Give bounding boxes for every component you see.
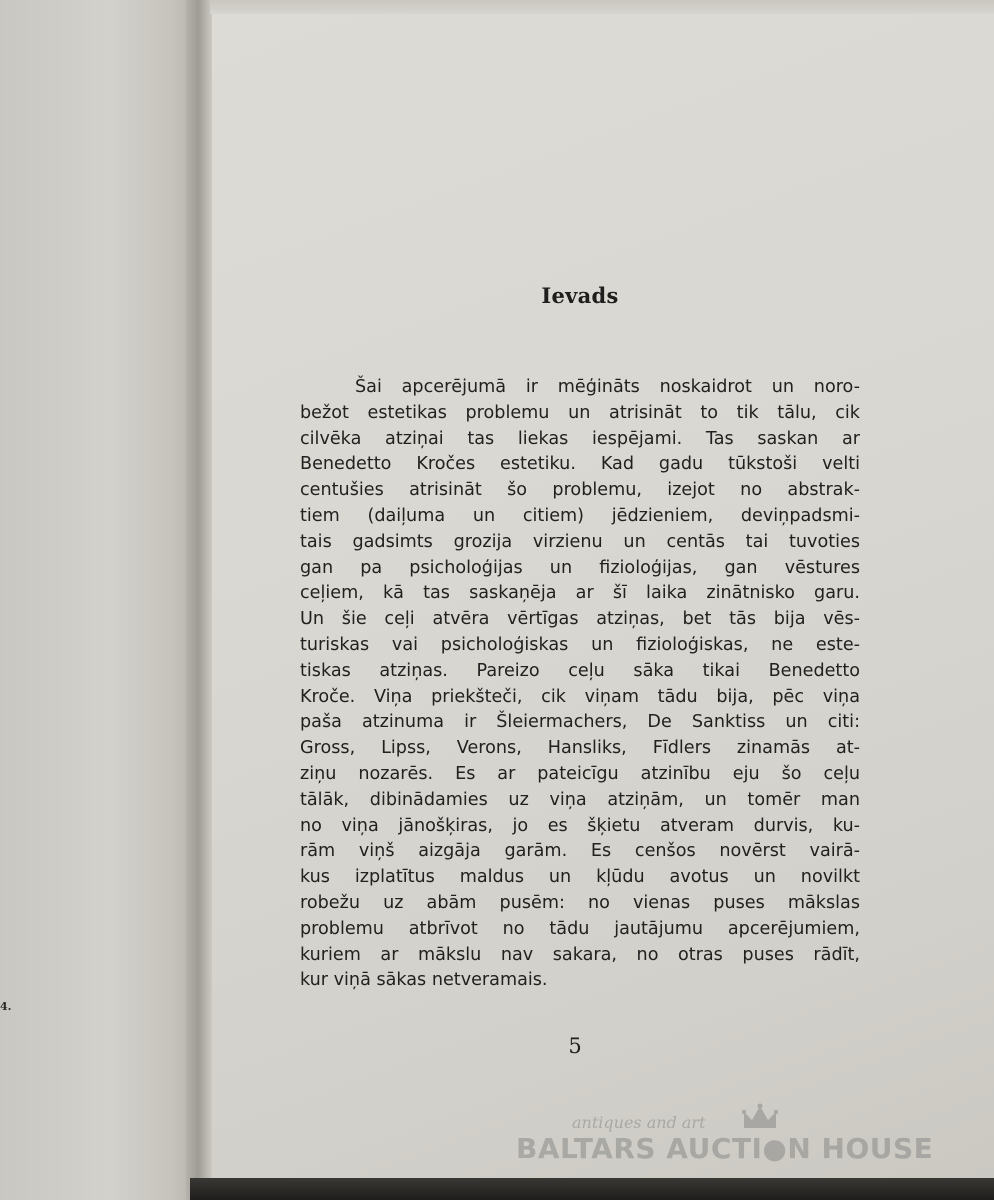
text-line: cilvēka atziņai tas liekas iespējami. Tas saskan ar <box>300 428 860 449</box>
text-line: Benedetto Kročes estetiku. Kad gadu tūkstoši velti <box>300 454 860 475</box>
text-line: kuriem ar mākslu nav sakara, no otras puses rādīt, <box>300 944 860 965</box>
text-line: Gross, Lipss, Verons, Hansliks, Fīdlers zinamās at- <box>300 738 860 759</box>
watermark-tagline: antiques and art <box>572 1113 706 1132</box>
text-line: tiskas atziņas. Pareizo ceļu sāka tikai Benedetto <box>300 660 860 681</box>
chapter-title: Ievads <box>541 283 619 308</box>
text-line: rām viņš aizgāja garām. Es cenšos novērst vairā- <box>300 841 860 862</box>
text-line: gan pa psicholoģijas un fizioloģijas, gan vēstures <box>300 557 860 578</box>
book-bottom-edge <box>190 1178 994 1200</box>
text-line: bežot estetikas problemu un atrisināt to tik tālu, cik <box>300 402 860 423</box>
text-line: ziņu nozarēs. Es ar pateicīgu atzinību eju šo ceļu <box>300 763 860 784</box>
page-top-edge <box>210 0 994 14</box>
text-line: Šai apcerējumā ir mēģināts noskaidrot un noro- <box>355 377 860 397</box>
body-paragraph <box>300 375 860 994</box>
left-page-number: 4. <box>0 1000 12 1013</box>
text-line: centušies atrisināt šo problemu, izejot no abstrak- <box>300 480 860 501</box>
text-line: kur viņā sākas netveramais. <box>300 970 548 991</box>
page-number: 5 <box>568 1034 582 1058</box>
text-line: Un šie ceļi atvēra vērtīgas atziņas, bet tās bija vēs- <box>300 609 860 630</box>
watermark-name: BALTARS AUCTI●N HOUSE <box>516 1132 934 1165</box>
text-line: tālāk, dibinādamies uz viņa atziņām, un tomēr man <box>300 789 860 810</box>
text-line: kus izplatītus maldus un kļūdu avotus un novilkt <box>300 867 860 888</box>
text-line: no viņa jānošķiras, jo es šķietu atveram durvis, ku- <box>300 815 860 836</box>
text-line: problemu atbrīvot no tādu jautājumu apcerējumiem, <box>300 918 860 939</box>
text-line: robežu uz abām pusēm: no vienas puses mākslas <box>300 892 860 913</box>
text-line: tiem (daiļuma un citiem) jēdzieniem, deviņpadsmi- <box>300 505 860 526</box>
watermark <box>516 1108 934 1174</box>
text-line: tais gadsimts grozija virzienu un centās tai tuvoties <box>300 531 860 552</box>
text-line: paša atzinuma ir Šleiermachers, De Sanktiss un citi: <box>300 712 860 733</box>
crown-icon <box>740 1102 780 1132</box>
text-line: Kroče. Viņa priekšteči, cik viņam tādu bija, pēc viņa <box>300 686 860 707</box>
text-line: turiskas vai psicholoģiskas un fizioloģiskas, ne este- <box>300 634 860 655</box>
text-line: ceļiem, kā tas saskaņēja ar šī laika zinātnisko garu. <box>300 583 860 604</box>
left-page <box>0 0 200 1200</box>
